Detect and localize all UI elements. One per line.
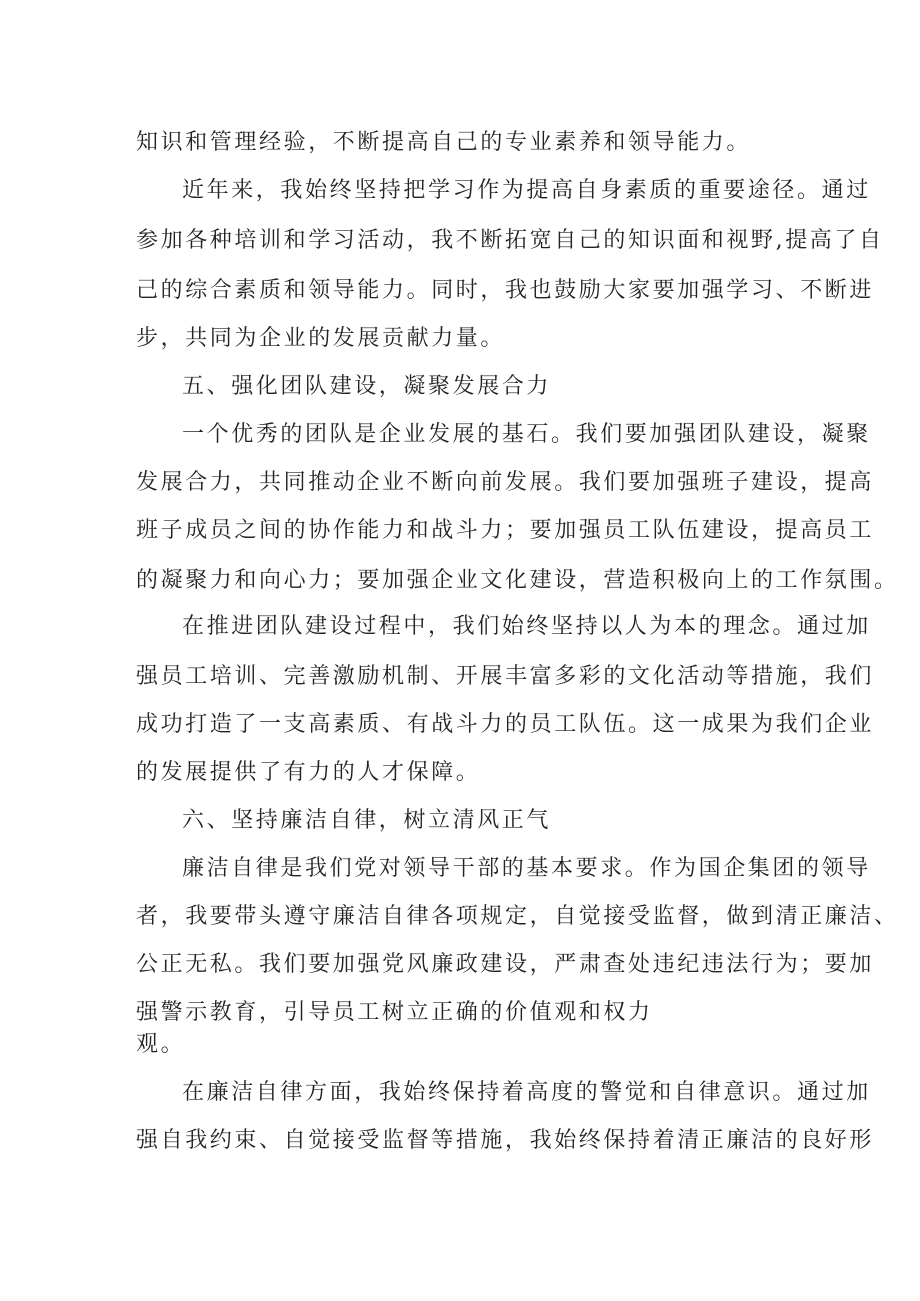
text-line: 公正无私。我们要加强党风廉政建设，严肃查处违纪违法行为；要加 — [136, 952, 875, 977]
text-line: 强员工培训、完善激励机制、开展丰富多彩的文化活动等措施，我们 — [136, 664, 875, 689]
section-heading: 六、坚持廉洁自律，树立清风正气 — [182, 808, 552, 833]
text-line: 发展合力，共同推动企业不断向前发展。我们要加强班子建设，提高 — [136, 470, 875, 495]
paragraph-first-line: 一个优秀的团队是企业发展的基石。我们要加强团队建设，凝聚 — [182, 422, 871, 447]
text-line: 的发展提供了有力的人才保障。 — [136, 760, 481, 785]
paragraph-first-line: 在廉洁自律方面，我始终保持着高度的警觉和自律意识。通过加 — [182, 1080, 871, 1105]
text-line: 成功打造了一支高素质、有战斗力的员工队伍。这一成果为我们企业 — [136, 712, 875, 737]
section-heading: 五、强化团队建设，凝聚发展合力 — [182, 374, 552, 399]
text-line: 者，我要带头遵守廉洁自律各项规定，自觉接受监督，做到清正廉洁、 — [136, 904, 899, 929]
text-line: 班子成员之间的协作能力和战斗力；要加强员工队伍建设，提高员工 — [136, 518, 875, 543]
paragraph-first-line: 廉洁自律是我们党对领导干部的基本要求。作为国企集团的领导 — [182, 856, 871, 881]
text-line: 观。 — [136, 1032, 186, 1057]
text-line: 知识和管理经验，不断提高自己的专业素养和领导能力。 — [136, 130, 752, 155]
text-line: 的凝聚力和向心力；要加强企业文化建设，营造积极向上的工作氛围。 — [136, 568, 899, 593]
paragraph-first-line: 近年来，我始终坚持把学习作为提高自身素质的重要途径。通过 — [182, 178, 871, 203]
paragraph-first-line: 在推进团队建设过程中，我们始终坚持以人为本的理念。通过加 — [182, 614, 871, 639]
text-line: 步，共同为企业的发展贡献力量。 — [136, 326, 506, 351]
text-line: 强警示教育，引导员工树立正确的价值观和权力 — [136, 1000, 653, 1025]
text-line: 己的综合素质和领导能力。同时，我也鼓励大家要加强学习、不断进 — [136, 278, 875, 303]
text-line: 强自我约束、自觉接受监督等措施，我始终保持着清正廉洁的良好形 — [136, 1128, 875, 1153]
text-line: 参加各种培训和学习活动，我不断拓宽自己的知识面和视野,提高了自 — [136, 228, 884, 253]
